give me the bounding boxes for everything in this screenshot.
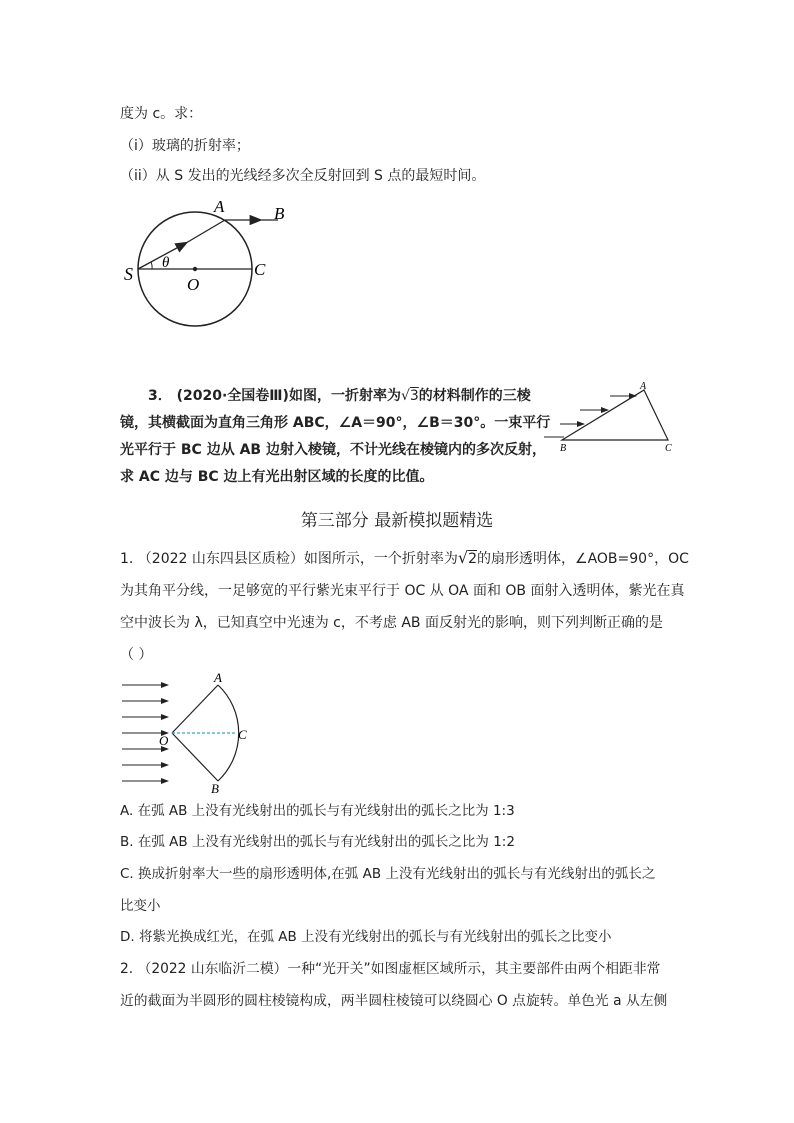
label-b: B	[274, 204, 285, 223]
q3-line-4: 求 AC 边与 BC 边上有光出射区域的长度的比值。	[120, 469, 434, 485]
q3-number: 3．	[148, 388, 172, 404]
sqrt-symbol-2: √	[457, 548, 469, 567]
label-theta: θ	[162, 255, 170, 271]
q1-paren: （ ）	[120, 647, 153, 663]
ray-sa-cont	[186, 220, 225, 243]
option-c: C. 换成折射率大一些的扇形透明体,在弧 AB 上没有光线射出的弧长与有光线射出的弧长之	[120, 866, 656, 882]
label-c: C	[254, 260, 266, 279]
center-dot	[193, 267, 197, 271]
prism-label-b: B	[560, 443, 567, 454]
q3-text-b: 的材料制作的三棱	[418, 388, 531, 404]
sector-label-b: B	[211, 781, 219, 796]
q1-text-b: 的扇形透明体，∠AOB=90°，OC	[477, 551, 689, 567]
prism-figure	[540, 380, 690, 455]
option-b: B. 在弧 AB 上没有光线射出的弧长与有光线射出的弧长之比为 1:2	[120, 834, 515, 850]
q3-text-a: 如图，一折射率为	[288, 388, 401, 404]
q1-text-a: 1. （2022 山东四县区质检）如图所示，一个折射率为	[120, 551, 458, 567]
sector-label-a: A	[214, 670, 222, 685]
q1-line-3: 空中波长为 λ，已知真空中光速为 c，不考虑 AB 面反射光的影响，则下列判断正确的是	[120, 615, 663, 631]
prism-triangle	[562, 390, 668, 440]
prism-label-c: C	[665, 443, 672, 454]
circle-figure	[120, 195, 320, 305]
prev-line-2: （ii）从 S 发出的光线经多次全反射回到 S 点的最短时间。	[120, 168, 486, 184]
q1-line-2: 为其角平分线，一足够宽的平行紫光束平行于 OC 从 OA 面和 OB 面射入透明体，紫光在真	[120, 583, 685, 599]
label-o: O	[187, 275, 200, 294]
sector-label-c: C	[238, 727, 247, 742]
label-a: A	[214, 197, 225, 216]
q2-line-2: 近的截面为半圆形的圆柱棱镜构成，两半圆柱棱镜可以绕圆心 O 点旋转。单色光 a 从左侧	[120, 993, 668, 1009]
sector-label-o: O	[159, 733, 169, 748]
q3-source: (2020·全国卷Ⅲ)	[176, 388, 289, 404]
option-d: D. 将紫光换成红光，在弧 AB 上没有光线射出的弧长与有光线射出的弧长之比变小	[120, 929, 612, 945]
sqrt-symbol: √	[400, 388, 410, 404]
q1-line-1	[120, 550, 689, 567]
prev-line-1: （i）玻璃的折射率；	[120, 138, 250, 154]
edge-oa	[172, 685, 218, 733]
q2-line-1: 2. （2022 山东临沂二模）一种“光开关”如图虚框区域所示，其主要部件由两个相距非常	[120, 961, 661, 977]
section-title: 第三部分 最新模拟题精选	[300, 511, 494, 531]
q1-sqrt-value: 2	[468, 551, 478, 567]
angle-arc	[151, 262, 152, 269]
prism-label-a: A	[640, 381, 647, 392]
q3-line-2: 镜，其横截面为直角三角形 ABC，∠A＝90°，∠B＝30°。一束平行	[120, 415, 551, 431]
label-s: S	[124, 264, 133, 284]
option-a: A. 在弧 AB 上没有光线射出的弧长与有光线射出的弧长之比为 1:3	[120, 803, 515, 819]
prev-line-0: 度为 c。求：	[120, 106, 203, 122]
q3-line-1	[148, 388, 531, 404]
edge-ob	[172, 733, 218, 781]
q3-sqrt-value: 3	[409, 388, 419, 404]
option-c-cont: 比变小	[120, 898, 161, 914]
sector-figure	[118, 670, 268, 795]
q3-line-3: 光平行于 BC 边从 AB 边射入棱镜，不计光线在棱镜内的多次反射，	[120, 442, 546, 458]
